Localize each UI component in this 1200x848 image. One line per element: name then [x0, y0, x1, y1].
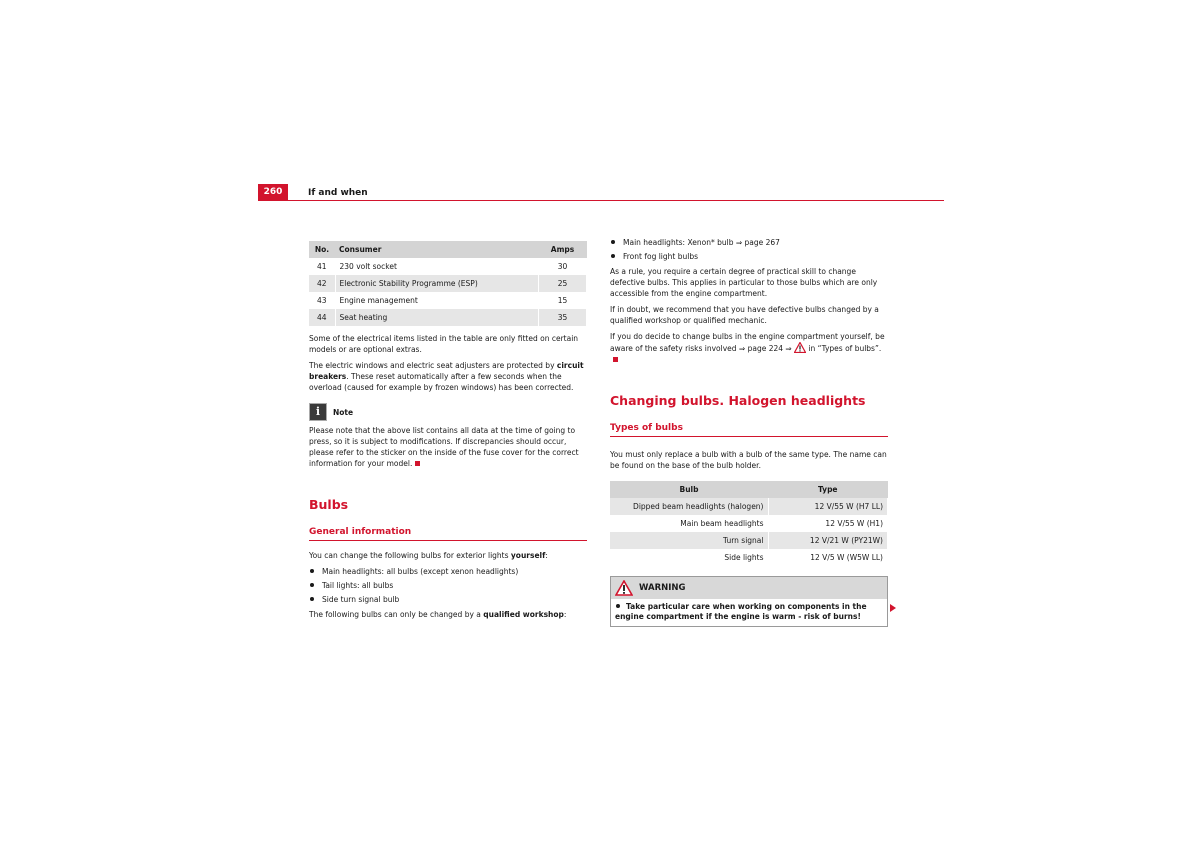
- bold-term: circuit breakers: [309, 361, 584, 381]
- table-row: [610, 549, 888, 566]
- table-cell: 25: [539, 275, 587, 292]
- list-item: Main headlights: all bulbs (except xenon headlights): [309, 566, 587, 577]
- end-marker-icon: [613, 357, 618, 362]
- list-item: Side turn signal bulb: [309, 594, 587, 605]
- text-segment: . These reset automatically after a few seconds when the overload (caused for example by frozen windows) has been corrected.: [309, 372, 574, 392]
- column-header: Bulb: [610, 481, 768, 498]
- column-header: No.: [309, 241, 335, 258]
- warning-header: [611, 577, 887, 599]
- note-header: [309, 403, 587, 421]
- table-cell: 41: [309, 258, 335, 275]
- workshop-bulb-list: [610, 237, 888, 262]
- text-segment: If you do decide to change bulbs in the engine compartment yourself, be aware of the safety risks involved ⇒ page 224 ⇒: [610, 332, 885, 353]
- warning-title: WARNING: [639, 582, 686, 593]
- workshop-paragraph: [309, 609, 587, 620]
- table-row: [610, 532, 888, 549]
- bold-term: qualified workshop: [483, 610, 564, 619]
- end-marker-icon: [415, 461, 420, 466]
- info-icon: i: [309, 403, 327, 421]
- table-cell: 43: [309, 292, 335, 309]
- table-row: [309, 258, 587, 275]
- text-segment: The electric windows and electric seat adjusters are protected by: [309, 361, 557, 370]
- safety-risk-paragraph: [610, 331, 888, 365]
- text-segment: :: [563, 610, 567, 619]
- table-cell: 12 V/55 W (H7 LL): [768, 498, 888, 515]
- warning-body: [611, 599, 887, 626]
- list-item: Main headlights: Xenon* bulb ⇒ page 267: [610, 237, 888, 248]
- recommendation-paragraph: If in doubt, we recommend that you have defective bulbs changed by a qualified workshop or qualified mechanic.: [610, 305, 879, 325]
- bulbs-intro-paragraph: [309, 550, 587, 561]
- table-cell: 35: [539, 309, 587, 326]
- header-rule: [258, 200, 944, 201]
- bullet-icon: [616, 604, 620, 608]
- warning-text: Take particular care when working on components in the engine compartment if the engine is warm - risk of burns!: [615, 602, 867, 621]
- section-title-bulbs: Bulbs: [309, 497, 349, 512]
- table-cell: 42: [309, 275, 335, 292]
- table-cell: 12 V/21 W (PY21W): [768, 532, 888, 549]
- table-header-row: [309, 241, 587, 258]
- table-row: [309, 292, 587, 309]
- warning-triangle-icon: [615, 580, 633, 596]
- column-header: Consumer: [335, 241, 539, 258]
- table-cell: Turn signal: [610, 532, 768, 549]
- table-cell: 30: [539, 258, 587, 275]
- note-box: [309, 403, 587, 469]
- skill-paragraph: As a rule, you require a certain degree of practical skill to change defective bulbs. This applies in particular to those bulbs which are only accessible from the engine compartment.: [610, 267, 878, 298]
- table-cell: Electronic Stability Programme (ESP): [335, 275, 539, 292]
- table-cell: 44: [309, 309, 335, 326]
- text-segment: You can change the following bulbs for exterior lights: [309, 551, 511, 560]
- table-row: [610, 515, 888, 532]
- subsection-title-general: General information: [309, 527, 587, 541]
- subsection-title-types: Types of bulbs: [610, 423, 888, 437]
- warning-triangle-icon: [794, 342, 806, 353]
- same-type-paragraph: You must only replace a bulb with a bulb of the same type. The name can be found on the base of the bulb holder.: [610, 450, 887, 470]
- right-column: [610, 237, 888, 627]
- continue-arrow-icon: [890, 604, 896, 612]
- self-change-bulb-list: [309, 566, 587, 605]
- table-cell: 230 volt socket: [335, 258, 539, 275]
- column-header: Amps: [539, 241, 587, 258]
- table-row: [309, 275, 587, 292]
- table-cell: 12 V/55 W (H1): [768, 515, 888, 532]
- text-segment: :: [545, 551, 548, 560]
- table-cell: Dipped beam headlights (halogen): [610, 498, 768, 515]
- table-row: [309, 309, 587, 326]
- section-title-changing-bulbs: Changing bulbs. Halogen headlights: [610, 393, 866, 408]
- note-title: Note: [333, 407, 354, 417]
- bulb-table: [610, 481, 888, 566]
- table-row: [610, 498, 888, 515]
- list-item: Front fog light bulbs: [610, 251, 888, 262]
- circuit-breakers-paragraph: [309, 360, 587, 393]
- table-cell: Seat heating: [335, 309, 539, 326]
- page-number: 260: [258, 184, 288, 200]
- list-item: Tail lights: all bulbs: [309, 580, 587, 591]
- text-segment: in “Types of bulbs”.: [806, 344, 882, 353]
- bold-term: yourself: [510, 551, 546, 560]
- fuse-table: [309, 241, 587, 326]
- table-cell: 15: [539, 292, 587, 309]
- column-header: Type: [768, 481, 888, 498]
- table-cell: 12 V/5 W (W5W LL): [768, 549, 888, 566]
- text-segment: The following bulbs can only be changed by a: [309, 610, 484, 619]
- table-header-row: [610, 481, 888, 498]
- table-cell: Main beam headlights: [610, 515, 768, 532]
- optional-items-paragraph: Some of the electrical items listed in the table are only fitted on certain models or are optional extras.: [309, 334, 579, 354]
- left-column: [309, 241, 587, 625]
- note-text-paragraph: [309, 425, 587, 469]
- table-cell: Side lights: [610, 549, 768, 566]
- warning-box: [610, 576, 888, 627]
- chapter-title: If and when: [308, 188, 368, 198]
- table-cell: Engine management: [335, 292, 539, 309]
- note-text: Please note that the above list contains all data at the time of going to press, so it is subject to modifications. If discrepancies should occur, please refer to the sticker on the inside of the fuse cover for the correct information for your model.: [309, 426, 579, 468]
